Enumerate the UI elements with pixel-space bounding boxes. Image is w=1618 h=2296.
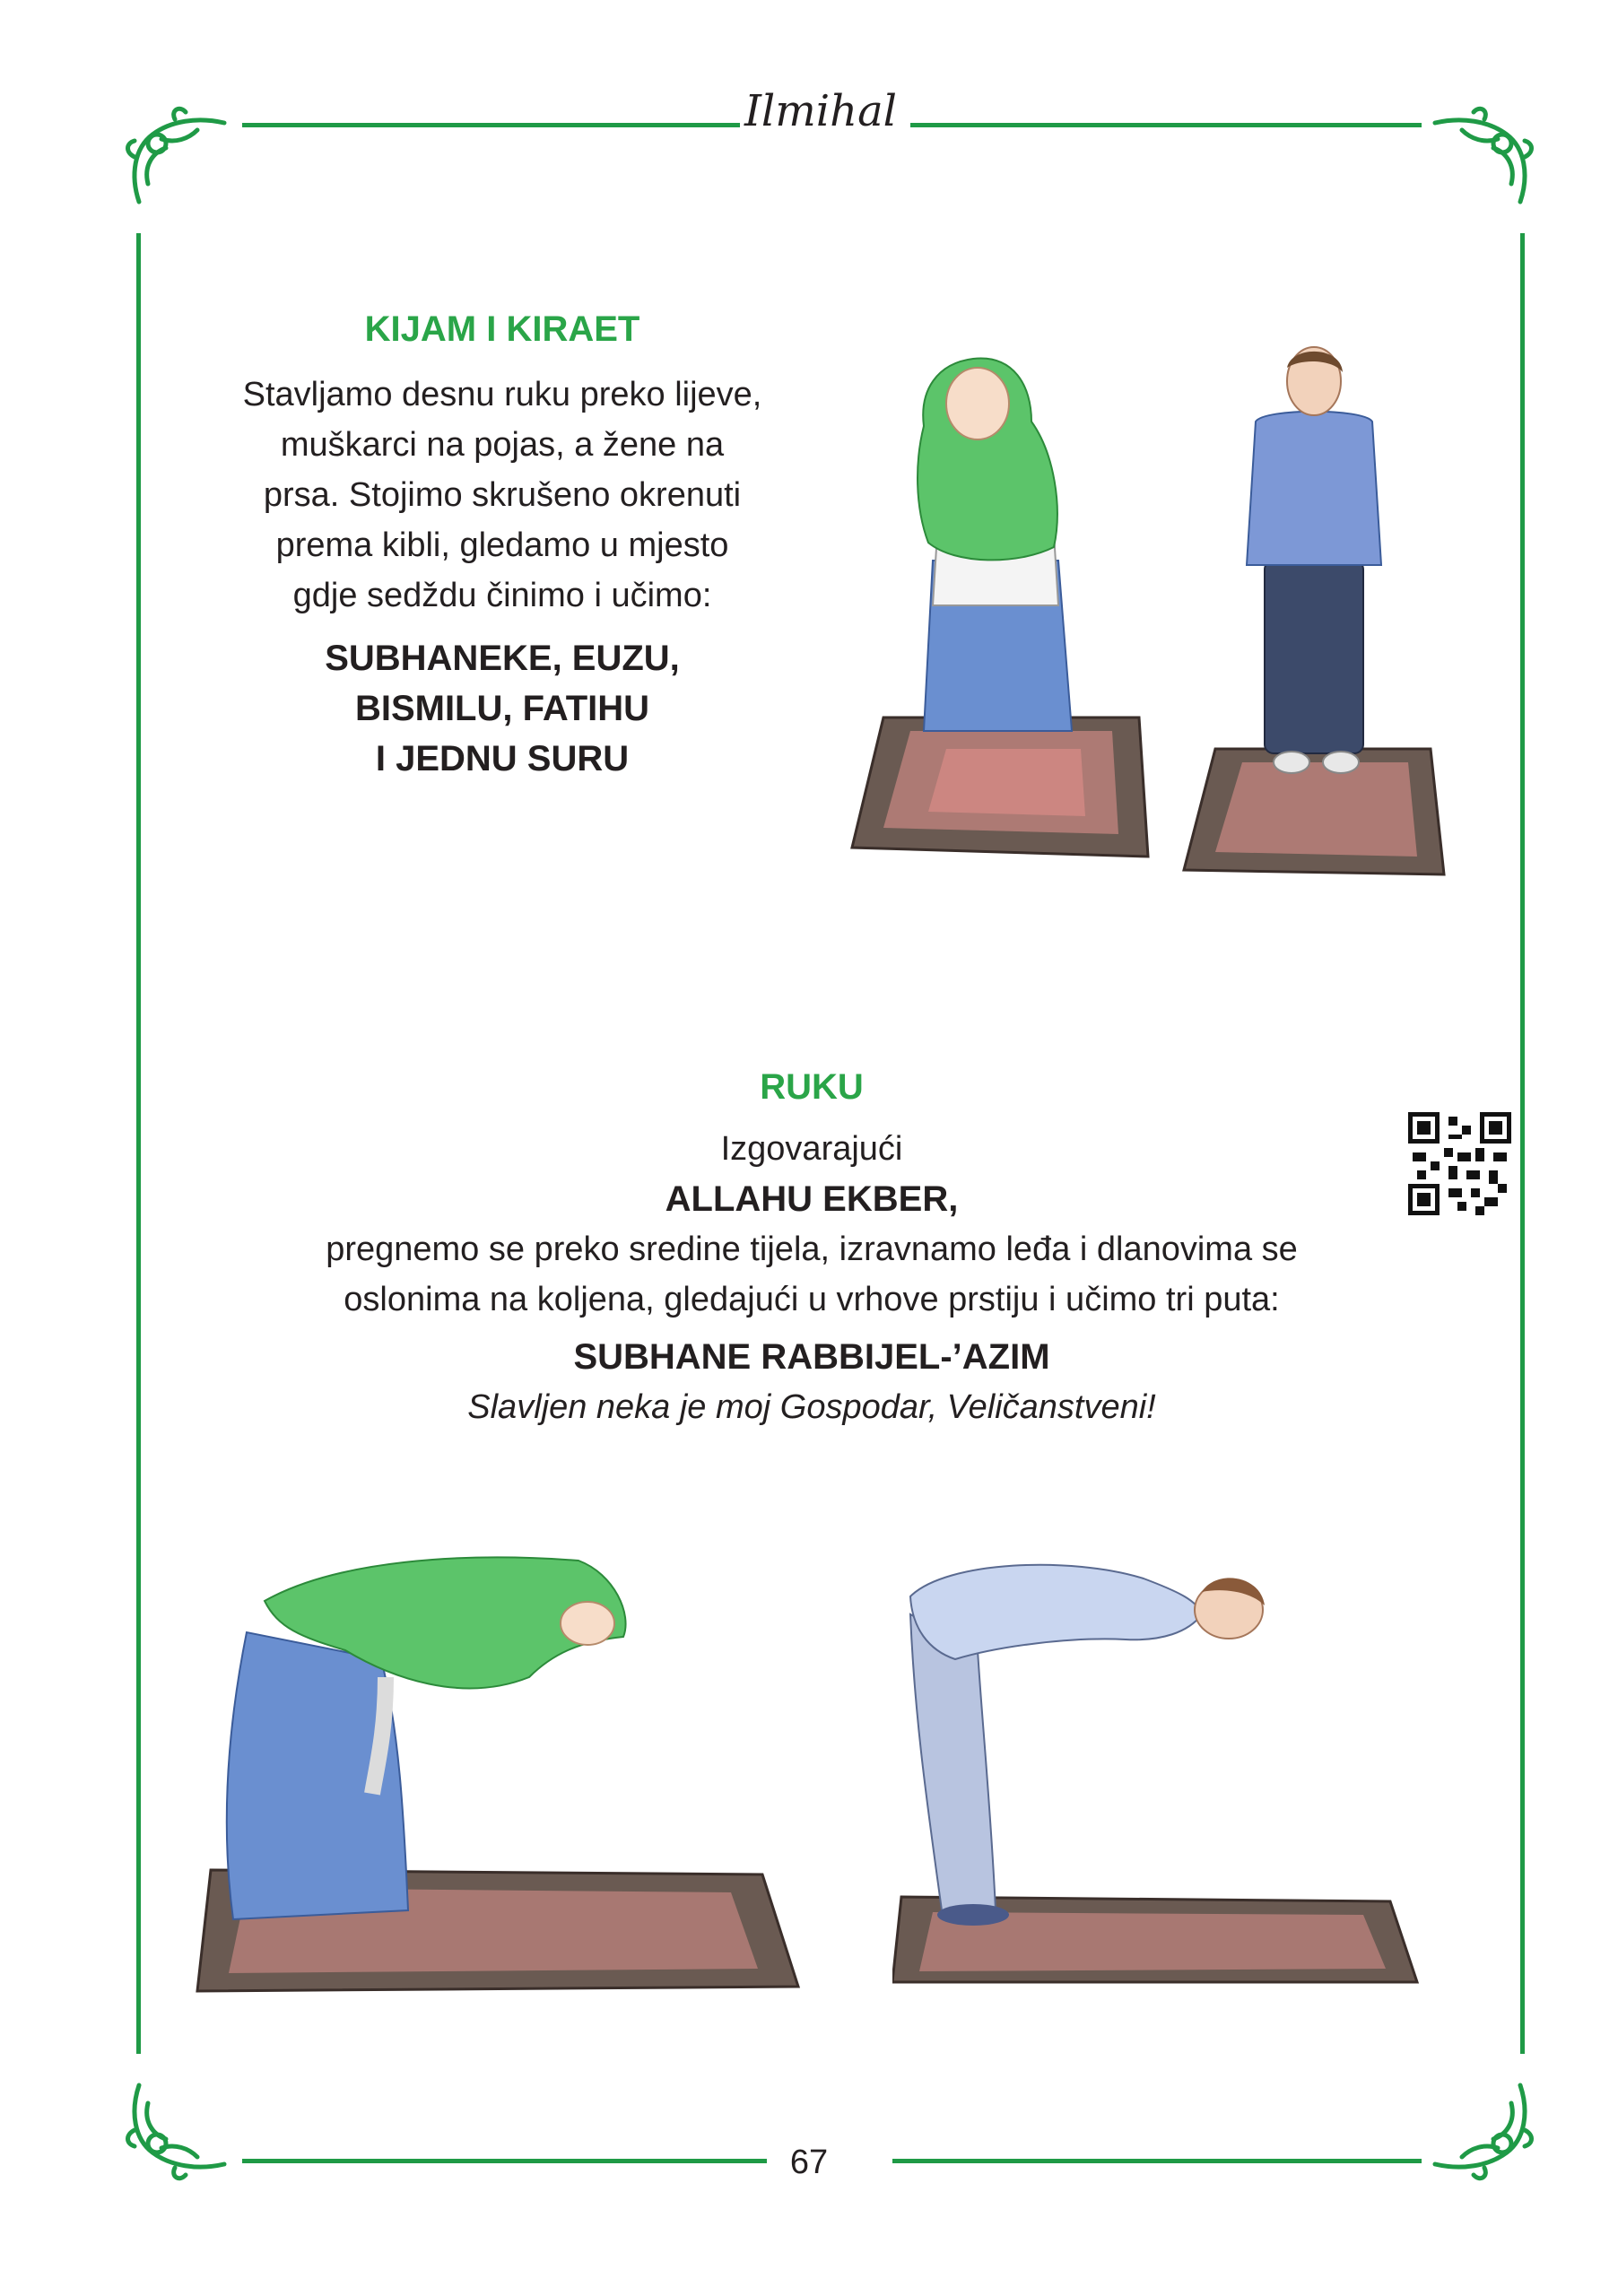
recitation-line: I JEDNU SURU — [375, 739, 630, 778]
text-line: muškarci na pojas, a žene na — [280, 426, 725, 464]
text-line: Stavljamo desnu ruku preko lijeve, — [242, 376, 762, 413]
section-ruku-text — [175, 1067, 1448, 1432]
kijam-description — [175, 370, 830, 621]
ruku-intro: Izgovarajući — [720, 1130, 903, 1168]
text-line: prema kibli, gledamo u mjesto — [275, 526, 729, 564]
text-line: prsa. Stojimo skrušeno okrenuti — [263, 476, 742, 514]
illustration-standing-woman — [839, 309, 1161, 861]
section-heading-ruku: RUKU — [760, 1067, 864, 1107]
frame-left-line — [136, 233, 141, 2054]
ornament-top-right-icon — [1431, 103, 1538, 211]
frame-top-right-line — [910, 123, 1422, 127]
running-header-title: Ilmihal — [744, 86, 898, 136]
qr-code-icon[interactable] — [1408, 1112, 1511, 1215]
ruku-recitation: SUBHANE RABBIJEL-’AZIM — [573, 1337, 1050, 1377]
ornament-bottom-left-icon — [121, 2076, 229, 2184]
recitation-line: BISMILU, FATIHU — [354, 689, 650, 728]
ornament-top-left-icon — [121, 103, 229, 211]
frame-right-line — [1520, 233, 1525, 2054]
text-line: gdje sedždu činimo i učimo: — [292, 577, 712, 614]
section-heading-kijam: KIJAM I KIRAET — [364, 309, 640, 349]
illustration-bowing-man — [892, 1543, 1431, 1991]
ruku-translation: Slavljen neka je moj Gospodar, Veličanstveni! — [467, 1388, 1156, 1426]
frame-top-left-line — [242, 123, 740, 127]
section-kijam-text — [175, 309, 830, 784]
frame-bottom-right-line — [892, 2159, 1422, 2163]
ruku-takbir: ALLAHU EKBER, — [665, 1179, 959, 1219]
illustration-standing-man — [1179, 341, 1448, 879]
text-line: pregnemo se preko sredine tijela, izravnamo leđa i dlanovima se — [326, 1231, 1298, 1268]
kijam-recitation — [175, 633, 830, 784]
page-number: 67 — [789, 2144, 829, 2181]
ruku-description — [175, 1224, 1448, 1325]
recitation-line: SUBHANEKE, EUZU, — [325, 639, 680, 678]
text-line: oslonima na koljena, gledajući u vrhove prstiju i učimo tri puta: — [344, 1281, 1280, 1318]
ornament-bottom-right-icon — [1431, 2076, 1538, 2184]
illustration-bowing-woman — [193, 1525, 812, 1996]
frame-bottom-left-line — [242, 2159, 767, 2163]
